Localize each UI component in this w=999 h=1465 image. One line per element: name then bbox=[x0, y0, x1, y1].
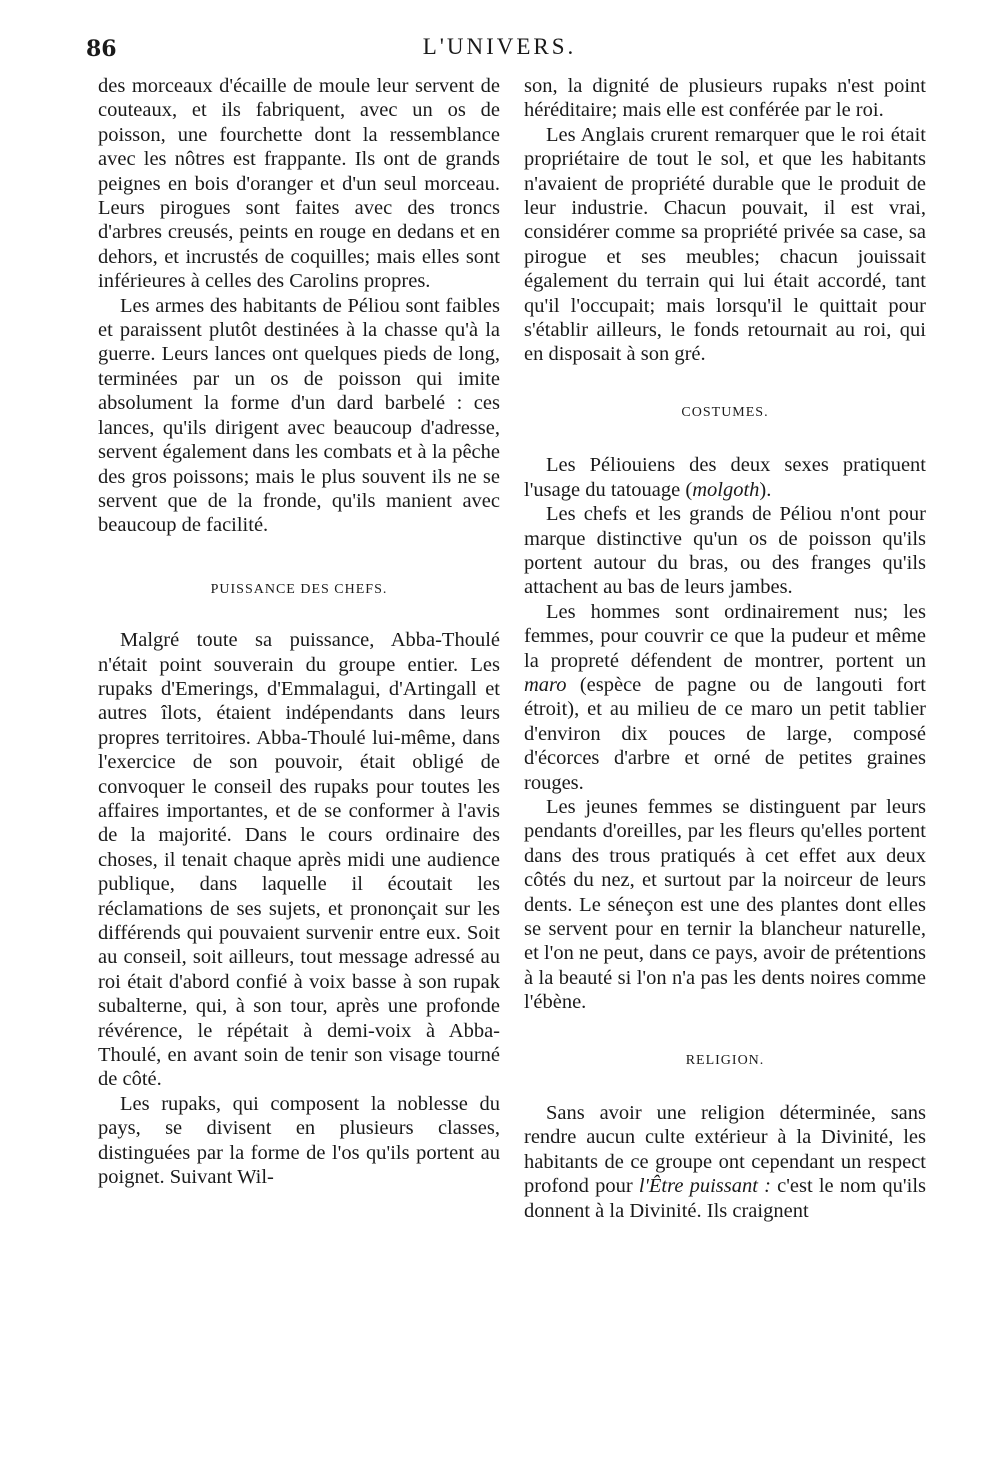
paragraph-text: Sans avoir une religion déterminée, sans rendre aucun culte extérieur à la Divinité, les habitants de ce groupe ont cependant un respect profond pour bbox=[524, 1102, 926, 1198]
italic-term: l'Être puissant : bbox=[638, 1175, 771, 1198]
section-heading-religion: RELIGION. bbox=[685, 1052, 765, 1068]
right-column bbox=[524, 74, 926, 1223]
paragraph: Les armes des habitants de Péliou sont faibles et paraissent plutôt destinées à la chasse qu'à la guerre. Leurs lances ont quelques pieds de long, terminées par un os de poisson qui imite absolument la forme d'un dard barbelé : ces lances, qu'ils dirigent avec beaucoup d'adresse, servent également dans les combats et à la pêche des gros poissons; mais le plus souvent ils ne se servent que de la fronde, qu'ils manient avec beaucoup de facilité. bbox=[98, 294, 500, 537]
paragraph: son, la dignité de plusieurs rupaks n'est point héréditaire; mais elle est conférée par le roi. bbox=[524, 75, 926, 122]
section-heading-puissance: PUISSANCE DES CHEFS. bbox=[210, 581, 388, 597]
paragraph: des morceaux d'écaille de moule leur servent de couteaux, et ils fabriquent, avec un os de poisson, une fourchette dont la ressemblance avec les nôtres est frappante. Ils ont de grands peignes en bois d'oranger et d'un seul morceau. Leurs pirogues sont faites avec des troncs d'arbres creusés, peints en rouge en dedans et en dehors, et incrustés de coquilles; mais elles sont inférieures à celles des Carolins propres. bbox=[98, 75, 500, 293]
paragraph bbox=[524, 600, 926, 795]
paragraph-text: Les Péliouiens des deux sexes pratiquent l'usage du tatouage ( bbox=[524, 454, 926, 501]
paragraph bbox=[524, 1101, 926, 1223]
paragraph: Les chefs et les grands de Péliou n'ont pour marque distinctive qu'un os de poisson qu'ils portent autour du bras, ou des franges qu'ils attachent au bas de leurs jambes. bbox=[524, 503, 926, 599]
paragraph bbox=[524, 453, 926, 502]
paragraph-text: ). bbox=[759, 478, 772, 501]
section-heading-costumes: COSTUMES. bbox=[681, 404, 769, 420]
paragraph-text: c'est le nom qu'ils donnent à la Divinité. Ils craignent bbox=[524, 1175, 926, 1222]
italic-term: maro bbox=[524, 673, 567, 696]
running-title: L'UNIVERS. bbox=[422, 34, 577, 59]
paragraph: Les Anglais crurent remarquer que le roi était propriétaire de tout le sol, et que les habitants n'avaient de propriété durable que le produit de leur industrie. Chacun pouvait, il est vrai, considérer comme sa propriété privée sa case, sa pirogue et ses meubles; chacun jouissait également du terrain qui lui était accordé, tant qu'il l'occupait; mais lorsqu'il le quittait pour s'établir ailleurs, le fonds retournait au roi, qui en disposait à son gré. bbox=[524, 123, 926, 366]
italic-term: molgoth bbox=[692, 478, 760, 501]
page-number: 86 bbox=[86, 36, 117, 62]
paragraph-text: Les hommes sont ordinairement nus; les femmes, pour couvrir ce que la pudeur et même la propreté défendent de montrer, portent un bbox=[524, 600, 926, 672]
left-column bbox=[98, 74, 500, 1189]
paragraph: Les rupaks, qui composent la noblesse du pays, se divisent en plusieurs classes, distinguées par la forme de l'os qu'ils portent au poignet. Suivant Wil- bbox=[98, 1092, 500, 1189]
paragraph-text: (espèce de pagne ou de langouti fort étroit), et au milieu de ce maro un petit tablier d'environ dix pouces de large, composé d'écorces d'arbre et orné de petites graines rouges. bbox=[524, 673, 926, 794]
paragraph: Les jeunes femmes se distinguent par leurs pendants d'oreilles, par les fleurs qu'elles portent dans des trous pratiqués à cet effet aux deux côtés du nez, et surtout par la noirceur de leurs dents. Le séneçon est une des plantes dont elles se servent pour en ternir la blancheur naturelle, et l'on ne peut, dans ce pays, avoir de prétentions à la beauté si l'on n'a pas les dents noires comme l'ébène. bbox=[524, 795, 926, 1014]
paragraph: Malgré toute sa puissance, Abba-Thoulé n'était point souverain du groupe entier. Les rupaks d'Emerings, d'Emmalagui, d'Artingall et autres îlots, étaient indépendants dans leurs propres territoires. Abba-Thoulé lui-même, dans l'exercice de son pouvoir, était obligé de convoquer le conseil des rupaks pour toutes les affaires importantes, et de se conformer à l'avis de la majorité. Dans le cours ordinaire des choses, il tenait chaque après midi une audience publique, dans laquelle il écoutait les réclamations de ses sujets, et prononçait sur les différends qui pouvaient survenir entre eux. Soit au conseil, soit ailleurs, tout message adressé au roi était d'abord confié à voix basse à son rupak subalterne, qui, à son tour, après une profonde révérence, le répétait à demi-voix à Abba-Thoulé, en avant soin de tenir son visage tourné de côté. bbox=[98, 629, 500, 1091]
